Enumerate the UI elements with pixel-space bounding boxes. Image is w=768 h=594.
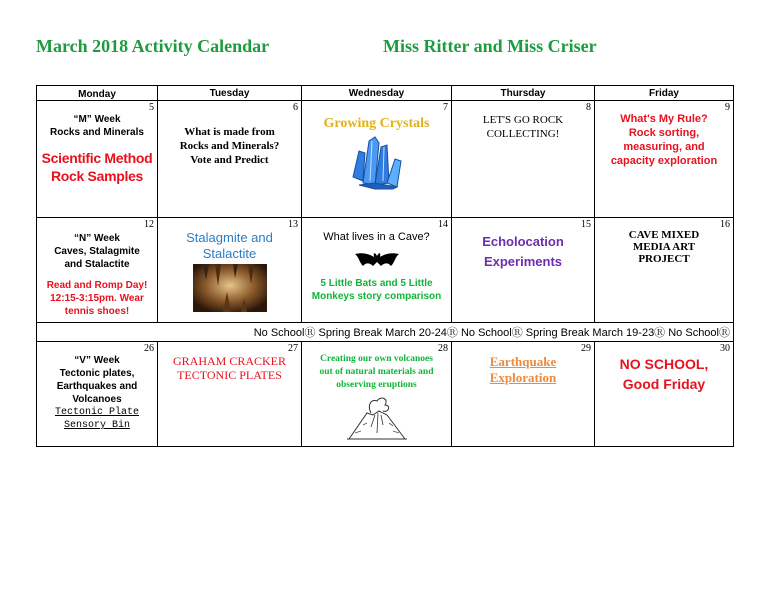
activity-text: Earthquake — [489, 354, 557, 369]
activity-text: Vote and Predict — [190, 154, 269, 166]
day-number: 15 — [581, 219, 591, 230]
activity-text: Rock sorting, — [628, 127, 700, 139]
day-cell-mar-30 — [595, 342, 734, 447]
activity-text: out of natural materials and — [319, 367, 434, 377]
week-theme: Volcanoes — [72, 394, 122, 405]
day-cell-mar-12 — [37, 218, 158, 323]
day-cell-mar-29 — [452, 342, 595, 447]
event-text: tennis shoes! — [64, 306, 130, 317]
day-number: 9 — [725, 102, 730, 113]
day-header-wednesday: Wednesday — [302, 86, 452, 101]
day-number: 6 — [293, 102, 298, 113]
week-row — [37, 342, 734, 447]
activity-text: Stalactite — [202, 246, 257, 261]
day-header-thursday: Thursday — [452, 86, 595, 101]
day-number: 12 — [144, 219, 154, 230]
day-number: 27 — [288, 343, 298, 354]
activity-text: measuring, and — [623, 141, 705, 153]
week-row — [37, 101, 734, 218]
activity-text: capacity exploration — [610, 155, 718, 167]
week-row — [37, 218, 734, 323]
activity-text: Rock Samples — [50, 168, 144, 184]
activity-text: What is made from — [184, 126, 275, 138]
week-letter: “N” Week — [74, 233, 120, 244]
calendar-title: March 2018 Activity Calendar — [36, 36, 270, 56]
day-number: 7 — [443, 102, 448, 113]
day-cell-mar-5 — [37, 101, 158, 218]
spring-break-row — [37, 323, 734, 342]
bat-icon — [353, 248, 401, 270]
activity-text: Sensory Bin — [63, 420, 130, 431]
activity-text: Creating our own volcanoes — [320, 354, 433, 364]
activity-text: Monkeys story comparison — [311, 291, 442, 302]
day-number: 26 — [144, 343, 154, 354]
day-number: 14 — [438, 219, 448, 230]
activity-text: Stalagmite and — [186, 230, 273, 245]
calendar-table — [36, 85, 734, 447]
activity-text: Experiments — [483, 254, 563, 269]
activity-text: CAVE MIXED — [628, 229, 700, 241]
day-cell-mar-27 — [158, 342, 302, 447]
day-cell-mar-14 — [302, 218, 452, 323]
activity-text: Scientific Method — [41, 150, 153, 166]
day-number: 8 — [586, 102, 591, 113]
spring-break-banner: No SchoolⓇ Spring Break March 20-24Ⓡ No SchoolⓇ Spring Break March 19-23Ⓡ No SchoolⓇ — [37, 323, 734, 342]
week-letter: “M” Week — [73, 114, 121, 125]
day-cell-mar-7 — [302, 101, 452, 218]
day-cell-mar-28 — [302, 342, 452, 447]
activity-text: observing eruptions — [336, 380, 417, 390]
activity-text: What's My Rule? — [620, 113, 708, 125]
activity-text: GRAHAM CRACKER — [172, 354, 286, 368]
activity-text: Exploration — [489, 370, 557, 385]
holiday-text: Good Friday — [622, 376, 706, 392]
day-number: 13 — [288, 219, 298, 230]
week-theme: Earthquakes and — [56, 381, 138, 392]
activity-text: Growing Crystals — [323, 116, 430, 131]
activity-text: Echolocation — [482, 234, 564, 249]
day-number: 29 — [581, 343, 591, 354]
cave-photo-icon — [193, 264, 267, 312]
day-cell-mar-26 — [37, 342, 158, 447]
blue-crystal-cluster-icon — [345, 133, 409, 193]
week-theme: Caves, Stalagmite — [54, 246, 140, 257]
weekday-header-row — [37, 86, 734, 101]
week-letter: “V” Week — [74, 355, 120, 366]
activity-text: Tectonic Plate — [54, 407, 139, 418]
week-theme: Tectonic plates, — [59, 368, 135, 379]
day-header-monday: Monday — [37, 86, 158, 101]
day-number: 28 — [438, 343, 448, 354]
activity-text: COLLECTING! — [486, 128, 560, 140]
activity-text: 5 Little Bats and 5 Little — [320, 278, 433, 289]
event-text: Read and Romp Day! — [46, 280, 148, 291]
teacher-names: Miss Ritter and Miss Criser — [383, 36, 597, 56]
day-number: 5 — [149, 102, 154, 113]
activity-text: MEDIA ART — [632, 241, 696, 253]
event-text: 12:15-3:15pm. Wear — [50, 293, 144, 304]
activity-text: Rocks and Minerals? — [179, 140, 280, 152]
day-cell-mar-13 — [158, 218, 302, 323]
activity-text: What lives in a Cave? — [323, 231, 430, 243]
week-theme: Rocks and Minerals — [50, 127, 144, 138]
day-cell-mar-16 — [595, 218, 734, 323]
day-cell-mar-8 — [452, 101, 595, 218]
volcano-sketch-icon — [345, 393, 409, 441]
activity-text: TECTONIC PLATES — [177, 368, 282, 382]
holiday-text: NO SCHOOL, — [619, 356, 709, 372]
day-number: 16 — [720, 219, 730, 230]
week-theme: and Stalactite — [64, 259, 130, 270]
day-cell-mar-9 — [595, 101, 734, 218]
day-header-tuesday: Tuesday — [158, 86, 302, 101]
day-number: 30 — [720, 343, 730, 354]
day-cell-mar-15 — [452, 218, 595, 323]
day-cell-mar-6 — [158, 101, 302, 218]
day-header-friday: Friday — [595, 86, 734, 101]
activity-text: PROJECT — [638, 253, 690, 265]
activity-text: LET'S GO ROCK — [482, 114, 564, 126]
